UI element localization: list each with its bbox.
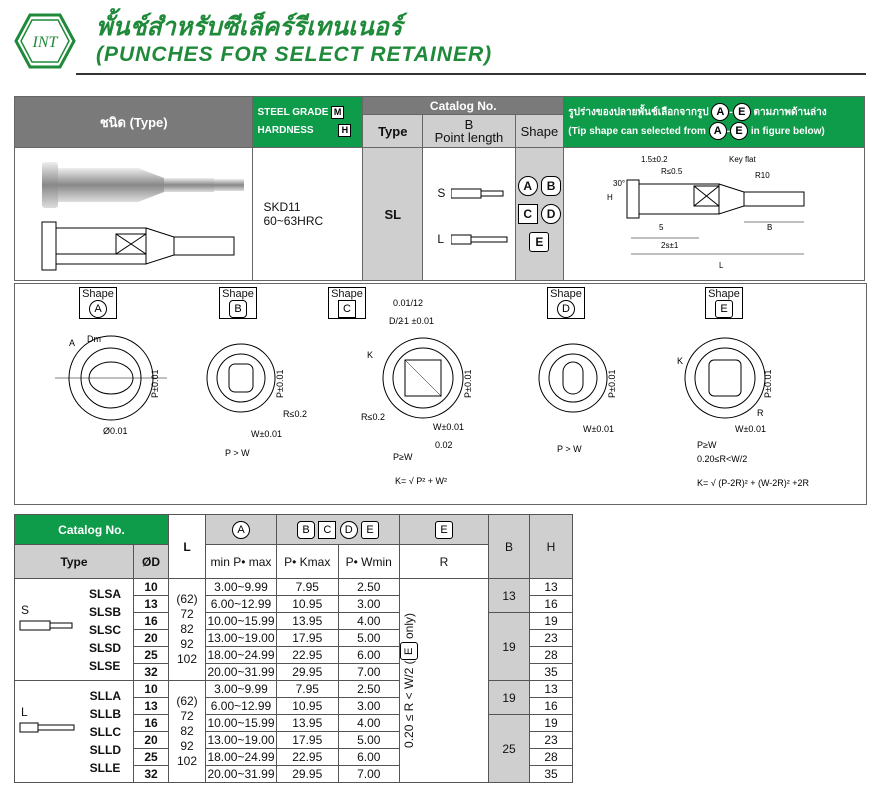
type-code: SLSA <box>88 587 121 601</box>
shape-e-drawing <box>677 338 810 488</box>
type-header: ชนิด (Type) <box>15 97 253 148</box>
wmin-cell: 7.00 <box>338 766 400 783</box>
h-cell: 28 <box>530 749 573 766</box>
svg-text:P±0.01: P±0.01 <box>150 369 160 398</box>
kmax-cell: 29.95 <box>277 766 339 783</box>
shape-b-drawing <box>207 344 307 458</box>
title-thai: พั้นช์สำหรับซีเล็คร์รีเทนเนอร์ <box>96 13 403 41</box>
pmax-cell: 13.00~19.00 <box>207 733 275 747</box>
dim-3: Key flat <box>729 155 756 164</box>
od-cell: 16 <box>134 613 169 630</box>
point-length-cell: S L <box>423 148 515 281</box>
svg-text:K= √ P² + W²: K= √ P² + W² <box>395 476 447 486</box>
svg-text:R: R <box>757 408 764 418</box>
type-code-list <box>90 687 121 777</box>
shape-b-label: Shape B <box>219 287 257 319</box>
svg-text:P > W: P > W <box>225 448 250 458</box>
shape-a-label: Shape A <box>79 287 117 319</box>
kmax-cell: 13.95 <box>277 715 339 732</box>
l-value: 72 <box>180 607 194 621</box>
shape-b: B <box>541 176 561 196</box>
pmax-cell: 3.00~9.99 <box>206 681 277 698</box>
kmax-cell: 22.95 <box>277 647 339 664</box>
kmax-cell: 17.95 <box>277 630 339 647</box>
punch-drawing <box>24 150 244 275</box>
type-code: SLSD <box>88 641 121 655</box>
steel-hardness-header: STEEL GRADE M HARDNESS H <box>253 97 363 148</box>
l-value: 82 <box>180 622 194 636</box>
type-code: SLLD <box>89 743 121 757</box>
pmax-cell: 6.00~12.99 <box>206 698 277 715</box>
dim-4: R10 <box>755 171 770 180</box>
od-cell: 25 <box>134 647 169 664</box>
r-only-open: ( <box>402 660 416 665</box>
type-code: SLSB <box>88 605 121 619</box>
b-cell: 19 <box>489 613 530 681</box>
shape-d-drawing <box>539 344 617 454</box>
h-cell: 28 <box>530 647 573 664</box>
l-value: 102 <box>176 754 198 768</box>
wmin-cell: 6.00 <box>338 749 400 766</box>
table-row <box>15 681 573 698</box>
dim-10: L <box>719 261 724 270</box>
svg-text:R≤0.2: R≤0.2 <box>361 412 385 422</box>
kmax-cell: 13.95 <box>277 613 339 630</box>
shape-a: A <box>518 176 538 196</box>
type-code: SLSC <box>88 623 121 637</box>
cat-header-b: B <box>489 515 530 579</box>
header-divider <box>76 73 866 75</box>
cat-header-l: L <box>169 515 206 579</box>
cat-header-h: H <box>530 515 573 579</box>
dim-8: B <box>767 223 773 232</box>
wmin-cell: 4.00 <box>338 613 400 630</box>
svg-text:W±0.01: W±0.01 <box>583 424 614 434</box>
cat-header-bcde: B C D E <box>277 515 400 545</box>
svg-text:R≤0.2: R≤0.2 <box>283 409 307 419</box>
dim-5: H <box>607 193 613 202</box>
r-range-note: 0.20 ≤ R < W/2 <box>402 664 416 748</box>
catalog-no-header: Catalog No. <box>363 97 564 115</box>
kmax-cell: 7.95 <box>277 681 339 698</box>
shapes-panel <box>14 283 867 505</box>
pmax-cell: 18.00~24.99 <box>207 750 275 764</box>
od-cell: 13 <box>134 596 169 613</box>
shape-d-label: Shape D <box>547 287 585 319</box>
cat-header-od: ØD <box>134 545 169 579</box>
svg-text:W±0.01: W±0.01 <box>251 429 282 439</box>
col-point-length: B Point length <box>423 115 515 148</box>
svg-text:P≥W: P≥W <box>697 440 717 450</box>
wmin-cell: 3.00 <box>338 698 400 715</box>
pmax-cell: 3.00~9.99 <box>206 579 277 596</box>
type-code: SLLC <box>89 725 121 739</box>
short-point-icon <box>451 188 506 200</box>
l-value: 92 <box>180 637 194 651</box>
dimension-drawing <box>564 148 865 281</box>
type-code: SLLE <box>89 761 121 775</box>
wmin-cell: 2.50 <box>338 579 400 596</box>
svg-text:P±0.01: P±0.01 <box>607 369 617 398</box>
table-row <box>15 579 573 596</box>
col-shape: Shape <box>515 115 564 148</box>
tip-shape-header: รูปร่างของปลายพั้นช์เลือกจากรูป A - E ตามภาพด้านล่าง (Tip shape can selected from A - E in figure below) <box>564 97 865 148</box>
type-group-icon-label: S <box>21 603 30 617</box>
h-cell: 16 <box>530 596 573 613</box>
pmax-cell: 18.00~24.99 <box>207 648 275 662</box>
wmin-cell: 4.00 <box>338 715 400 732</box>
kmax-cell: 29.95 <box>277 664 339 681</box>
h-cell: 23 <box>530 630 573 647</box>
cat-sub-k: P• Kmax <box>277 545 339 579</box>
od-cell: 10 <box>134 681 169 698</box>
shape-options <box>515 148 564 281</box>
type-group-icon-label: L <box>21 705 28 719</box>
cat-header-type: Type <box>15 545 134 579</box>
od-cell: 20 <box>134 732 169 749</box>
l-value: 102 <box>176 652 198 666</box>
l-value: 82 <box>180 724 194 738</box>
type-code-list <box>89 585 121 675</box>
r-range-text <box>400 613 418 748</box>
dimension-svg <box>569 150 859 275</box>
svg-text:W±0.01: W±0.01 <box>735 424 766 434</box>
r-range-cell <box>400 579 489 783</box>
pmax-cell: 10.00~15.99 <box>207 614 275 628</box>
svg-text:0.01/12: 0.01/12 <box>393 298 424 308</box>
logo-text: INT <box>32 34 58 51</box>
cat-header-e: E <box>400 515 489 545</box>
dim-1: 1.5±0.2 <box>641 155 668 164</box>
od-cell: 13 <box>134 698 169 715</box>
wmin-cell: 2.50 <box>338 681 400 698</box>
wmin-cell: 5.00 <box>338 630 400 647</box>
l-values <box>169 579 206 681</box>
dim-6: 30° <box>613 179 626 188</box>
shape-d: D <box>541 204 561 224</box>
svg-text:-1 ±0.01: -1 ±0.01 <box>401 316 434 326</box>
kmax-cell: 7.95 <box>277 579 339 596</box>
col-type: Type <box>363 115 423 148</box>
pmax-cell: 6.00~12.99 <box>206 596 277 613</box>
wmin-cell: 5.00 <box>338 732 400 749</box>
b-cell: 19 <box>489 681 530 715</box>
material-cell: SKD11 60~63HRC <box>253 148 363 281</box>
catalog-table <box>14 514 573 783</box>
wmin-cell: 3.00 <box>338 596 400 613</box>
od-cell: 32 <box>134 766 169 783</box>
dim-2: R≤0.5 <box>661 167 683 176</box>
l-values <box>169 681 206 783</box>
svg-text:P±0.01: P±0.01 <box>275 369 285 398</box>
l-value: 72 <box>180 709 194 723</box>
b-cell: 13 <box>489 579 530 613</box>
pmax-cell: 20.00~31.99 <box>207 767 275 781</box>
pmax-cell: 10.00~15.99 <box>207 716 275 730</box>
type-value: SL <box>363 148 423 281</box>
cat-header-catalog: Catalog No. <box>15 515 169 545</box>
svg-text:A: A <box>69 338 76 348</box>
h-cell: 19 <box>530 613 573 630</box>
shape-c-drawing <box>361 298 473 486</box>
r-only-close: only) <box>402 613 416 643</box>
svg-text:K: K <box>677 356 684 366</box>
l-value: (62) <box>176 592 198 606</box>
cat-header-a: A <box>206 515 277 545</box>
svg-text:P≥W: P≥W <box>393 452 413 462</box>
svg-text:Dm: Dm <box>87 334 101 344</box>
h-cell: 13 <box>530 681 573 698</box>
type-code: SLSE <box>88 659 121 673</box>
cat-sub-r: R <box>400 545 489 579</box>
punch-type-icon <box>19 619 79 633</box>
title-english: (PUNCHES FOR SELECT RETAINER) <box>96 43 493 66</box>
od-cell: 10 <box>134 579 169 596</box>
kmax-cell: 10.95 <box>277 698 339 715</box>
shape-e: E <box>529 232 549 252</box>
h-cell: 35 <box>530 766 573 783</box>
od-cell: 20 <box>134 630 169 647</box>
h-cell: 16 <box>530 698 573 715</box>
wmin-cell: 7.00 <box>338 664 400 681</box>
svg-text:W±0.01: W±0.01 <box>433 422 464 432</box>
svg-text:P > W: P > W <box>557 444 582 454</box>
h-cell: 23 <box>530 732 573 749</box>
h-cell: 13 <box>530 579 573 596</box>
pmax-cell: 20.00~31.99 <box>207 665 275 679</box>
punch-image <box>15 148 253 281</box>
svg-text:K: K <box>367 350 374 360</box>
l-value: (62) <box>176 694 198 708</box>
shape-c-label: Shape C <box>328 287 366 319</box>
type-code: SLLA <box>89 689 121 703</box>
shape-a-drawing <box>55 334 167 436</box>
pmax-cell: 13.00~19.00 <box>207 631 275 645</box>
spec-table <box>14 96 865 281</box>
kmax-cell: 10.95 <box>277 596 339 613</box>
wmin-cell: 6.00 <box>338 647 400 664</box>
cat-sub-w: P• Wmin <box>338 545 400 579</box>
svg-text:0.20≤R<W/2: 0.20≤R<W/2 <box>697 454 748 464</box>
svg-text:P±0.01: P±0.01 <box>763 369 773 398</box>
kmax-cell: 22.95 <box>277 749 339 766</box>
kmax-cell: 17.95 <box>277 732 339 749</box>
svg-text:Ø0.01: Ø0.01 <box>103 426 128 436</box>
long-point-icon <box>451 234 511 246</box>
dim-9: 2s±1 <box>661 241 679 250</box>
type-code: SLLB <box>89 707 121 721</box>
svg-text:K= √ (P-2R)² + (W-2R)² +2R: K= √ (P-2R)² + (W-2R)² +2R <box>697 478 810 488</box>
type-group-s <box>15 579 134 681</box>
cat-sub-min: min P• max <box>206 545 277 579</box>
od-cell: 25 <box>134 749 169 766</box>
shape-e-label: Shape E <box>705 287 743 319</box>
type-group-l <box>15 681 134 783</box>
od-cell: 16 <box>134 715 169 732</box>
int-logo <box>14 13 76 69</box>
shapes-drawings <box>15 284 866 504</box>
l-value: 92 <box>180 739 194 753</box>
dim-7: 5 <box>659 223 664 232</box>
r-only-box: E <box>400 642 418 660</box>
h-cell: 35 <box>530 664 573 681</box>
svg-text:D/2: D/2 <box>389 316 404 326</box>
h-cell: 19 <box>530 715 573 732</box>
svg-text:P±0.01: P±0.01 <box>463 369 473 398</box>
b-cell: 25 <box>489 715 530 783</box>
punch-type-icon <box>19 721 79 735</box>
shape-c: C <box>518 204 538 224</box>
od-cell: 32 <box>134 664 169 681</box>
svg-text:0.02: 0.02 <box>435 440 453 450</box>
